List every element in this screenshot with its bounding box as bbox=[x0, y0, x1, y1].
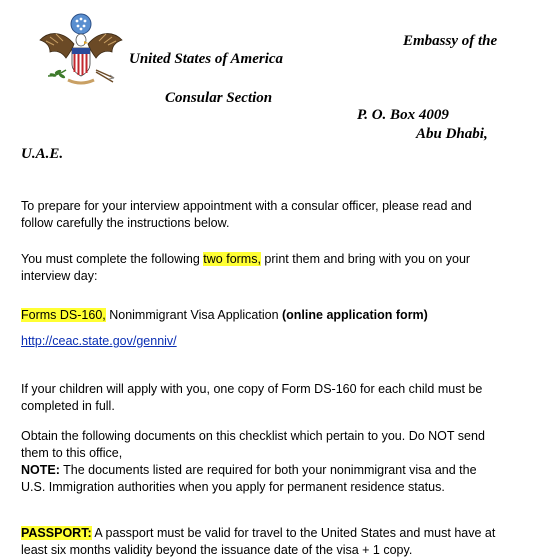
ds160-highlight: Forms DS-160, bbox=[21, 308, 106, 322]
note-text: The documents listed are required for both your nonimmigrant visa and the bbox=[59, 463, 477, 477]
ds160-text: Nonimmigrant Visa Application bbox=[105, 308, 282, 322]
documents-paragraph bbox=[21, 428, 485, 496]
forms-notice-paragraph bbox=[21, 251, 470, 285]
country-line: United States of America bbox=[129, 51, 284, 67]
passport-paragraph bbox=[21, 525, 495, 559]
passport-line-2: least six months validity beyond the issuance date of the visa + 1 copy. bbox=[21, 543, 413, 557]
forms-notice-pre: You must complete the following bbox=[21, 252, 204, 266]
two-forms-highlight: two forms, bbox=[203, 252, 261, 266]
consular-section-line: Consular Section bbox=[165, 90, 273, 106]
documents-line-4: U.S. Immigration authorities when you apply for permanent residence status. bbox=[21, 480, 445, 494]
passport-label: PASSPORT: bbox=[21, 526, 92, 540]
passport-line-1 bbox=[21, 525, 495, 542]
children-line-1: If your children will apply with you, one copy of Form DS-160 for each child must be bbox=[21, 382, 483, 396]
forms-notice-line-1 bbox=[21, 251, 470, 268]
intro-line-1: To prepare for your interview appointment with a consular officer, please read and bbox=[21, 199, 472, 213]
ds160-bold: (online application form) bbox=[282, 308, 428, 322]
embassy-line: Embassy of the bbox=[403, 33, 498, 49]
passport-text: A passport must be valid for travel to the United States and must have at bbox=[91, 526, 496, 540]
intro-paragraph bbox=[21, 198, 472, 232]
children-line-2: completed in full. bbox=[21, 399, 115, 413]
note-label: NOTE: bbox=[21, 463, 60, 477]
great-seal-eagle-icon bbox=[36, 10, 126, 90]
forms-notice-line-2: interview day: bbox=[21, 269, 98, 283]
forms-notice-post: print them and bring with you on your bbox=[260, 252, 471, 266]
documents-line-1: Obtain the following documents on this checklist which pertain to you. Do NOT send bbox=[21, 429, 485, 443]
city-line: Abu Dhabi, bbox=[416, 126, 488, 142]
documents-note-line bbox=[21, 462, 485, 479]
children-paragraph bbox=[21, 381, 482, 415]
ds160-link[interactable]: http://ceac.state.gov/genniv/ bbox=[21, 334, 177, 348]
country-code-line: U.A.E. bbox=[21, 146, 64, 162]
documents-line-2: them to this office, bbox=[21, 446, 123, 460]
po-box-line: P. O. Box 4009 bbox=[357, 107, 449, 123]
intro-line-2: follow carefully the instructions below. bbox=[21, 216, 230, 230]
ds160-line bbox=[21, 307, 428, 324]
